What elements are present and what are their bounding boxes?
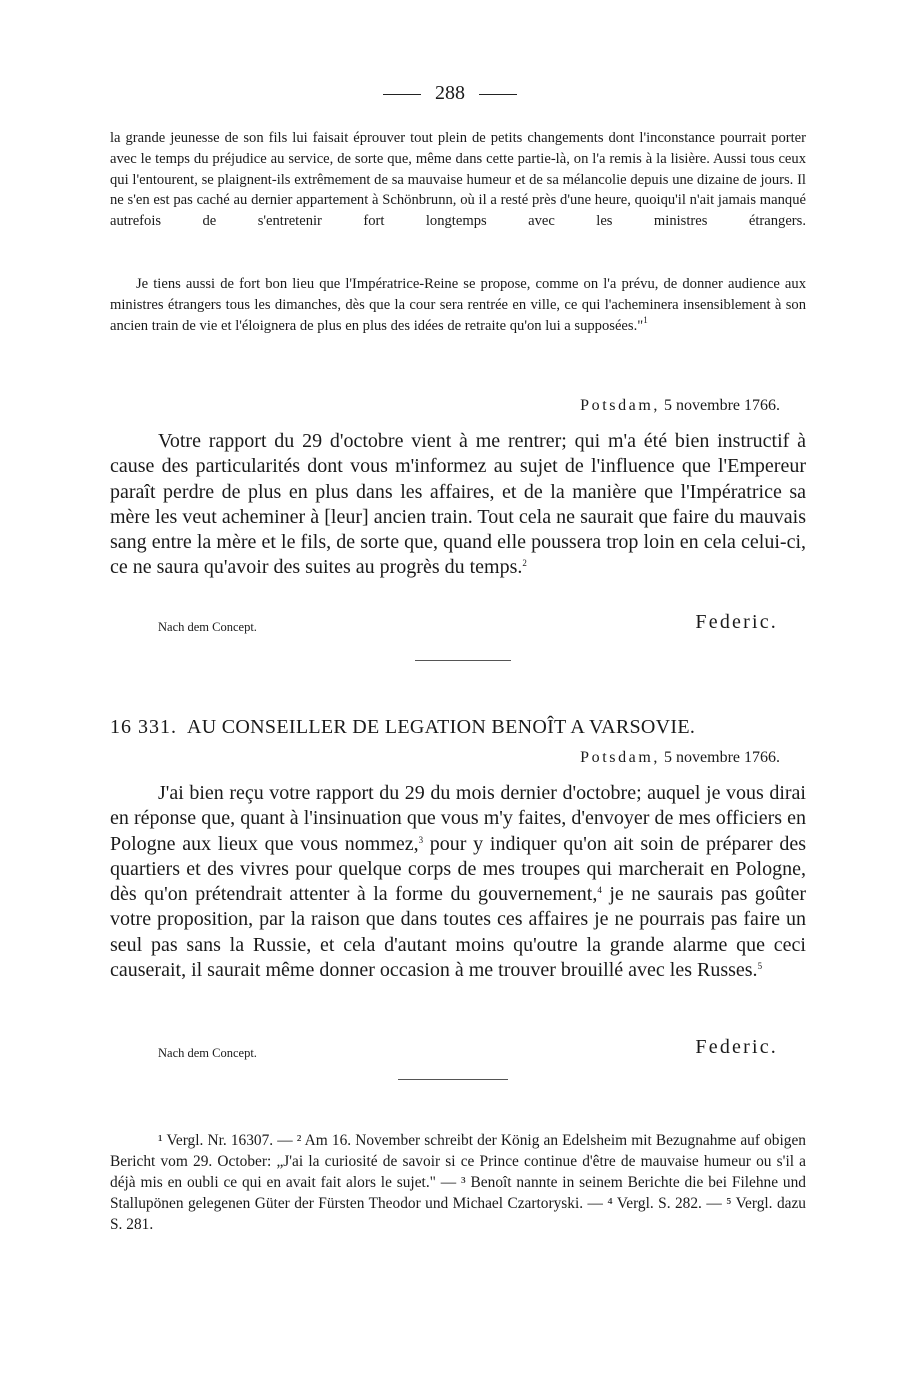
header-dash-right — [479, 94, 517, 95]
section-divider-2 — [398, 1079, 508, 1080]
letter2-signature: Federic. — [695, 1036, 778, 1058]
letter2-dateline — [580, 749, 780, 767]
quoted-report-text-2: Je tiens aussi de fort bon lieu que l'Impératrice-Reine se propose, comme on l'a prévu, de donner audience aux ministres étrangers tous les dimanches, dès que la cour sera rentrée en ville, ce qui l'acheminera insensiblement à son ancien train de vie et l'éloignera de plus en plus des idées de retraite qu'on lui a supposées." — [110, 276, 806, 334]
letter1-body — [110, 429, 806, 581]
footnote-ref-3: 3 — [418, 834, 424, 845]
quoted-report-paragraph-1 — [110, 128, 806, 232]
quoted-report-paragraph-2 — [110, 274, 806, 336]
letter1-source-note: Nach dem Concept. — [158, 620, 257, 634]
letter1-text: Votre rapport du 29 d'octobre vient à me rentrer; qui m'a été bien instructif à cause des particularités dont vous m'informez au sujet de l'influence que l'Empereur paraît perdre de plus en plus dans les affaires, et de la manière que l'Impératrice sa mère les veut acheminer à [leur] ancien train. Tout cela ne saurait que faire du mauvais sang entre la mère et le fils, de sorte que, quand elle poussera trop loin en cela celui-ci, ce ne saura qu'avoir des suites au progrès du temps. — [110, 430, 806, 579]
footnote-ref-4: 4 — [597, 885, 602, 896]
section-divider-1 — [415, 660, 511, 661]
letter2-place: Potsdam, — [580, 749, 661, 766]
letter2-text-b: pour y indiquer qu'on ait soin de préparer des quartiers et des vivres pour quelque corps de mes troupes qui marcherait en Pologne, dès qu'on prétendrait attenter à la forme du gouvernement, — [110, 832, 806, 906]
footnotes — [110, 1131, 806, 1236]
letter2-text-a: J'ai bien reçu votre rapport du 29 du mois dernier d'octobre; auquel je vous dirai en réponse que, quant à l'insinuation que vous m'y faites, d'envoyer de mes officiers en Pologne aux lieux que vous nommez, — [110, 782, 806, 855]
page-header — [0, 82, 900, 105]
letter1-signature: Federic. — [695, 611, 778, 633]
letter1-date: 5 novembre 1766. — [664, 397, 780, 414]
footnote-ref-1: 1 — [643, 314, 648, 325]
letter2-number: 16 331. — [110, 716, 177, 738]
letter1-dateline — [580, 397, 780, 415]
letter2-date: 5 novembre 1766. — [664, 749, 780, 766]
page-number: 288 — [435, 82, 465, 104]
letter1-place: Potsdam, — [580, 397, 661, 414]
letter2-body — [110, 781, 806, 983]
quoted-report-text-1: la grande jeunesse de son fils lui faisait éprouver tout plein de petits changements dont l'inconstance pourrait porter avec le temps du préjudice au service, de sorte que, même dans cette partie-là, on l'a remis à la lisière. Aussi tous ceux qui l'entourent, se plaignent-ils extrêmement de sa mauvaise humeur et de sa mélancolie depuis une dizaine de jours. Il ne s'en est pas caché au dernier appartement à Schönbrunn, où il a resté près d'une heure, quoiqu'il n'ait jamais manqué autrefois de s'entretenir fort longtemps avec les ministres étrangers. — [110, 130, 806, 230]
letter2-source-note: Nach dem Concept. — [158, 1046, 257, 1060]
footnote-ref-2: 2 — [522, 558, 527, 569]
footnotes-text: ¹ Vergl. Nr. 16307. — ² Am 16. November schreibt der König an Edelsheim mit Bezugnahme auf obigen Bericht vom 29. October: „J'ai la curiosité de savoir si ce Prince continue d'être de mauvaise humeur ou s'il a déjà mis en oubli ce qui en avait fait alors le sujet." — ³ Benoît nannte in seinem Berichte die bei Filehne und Stallupönen gelegenen Güter der Fürsten Theodor und Michael Czartoryski. — ⁴ Vergl. S. 282. — ⁵ Vergl. dazu S. 281. — [110, 1132, 806, 1233]
letter2-heading — [110, 716, 810, 739]
letter2-text-c: je ne saurais pas goûter votre proposition, par la raison que dans toutes ces affaires je ne pourrais pas faire un seul pas sans la Russie, et cela d'autant moins qu'outre la grande alarme que ceci causerait, il saurait même donner occasion à me trouver brouillé avec les Russes. — [110, 883, 806, 982]
header-dash-left — [383, 94, 421, 95]
footnote-ref-5: 5 — [757, 961, 763, 972]
letter2-title: AU CONSEILLER DE LEGATION BENOÎT A VARSOVIE. — [187, 716, 696, 738]
